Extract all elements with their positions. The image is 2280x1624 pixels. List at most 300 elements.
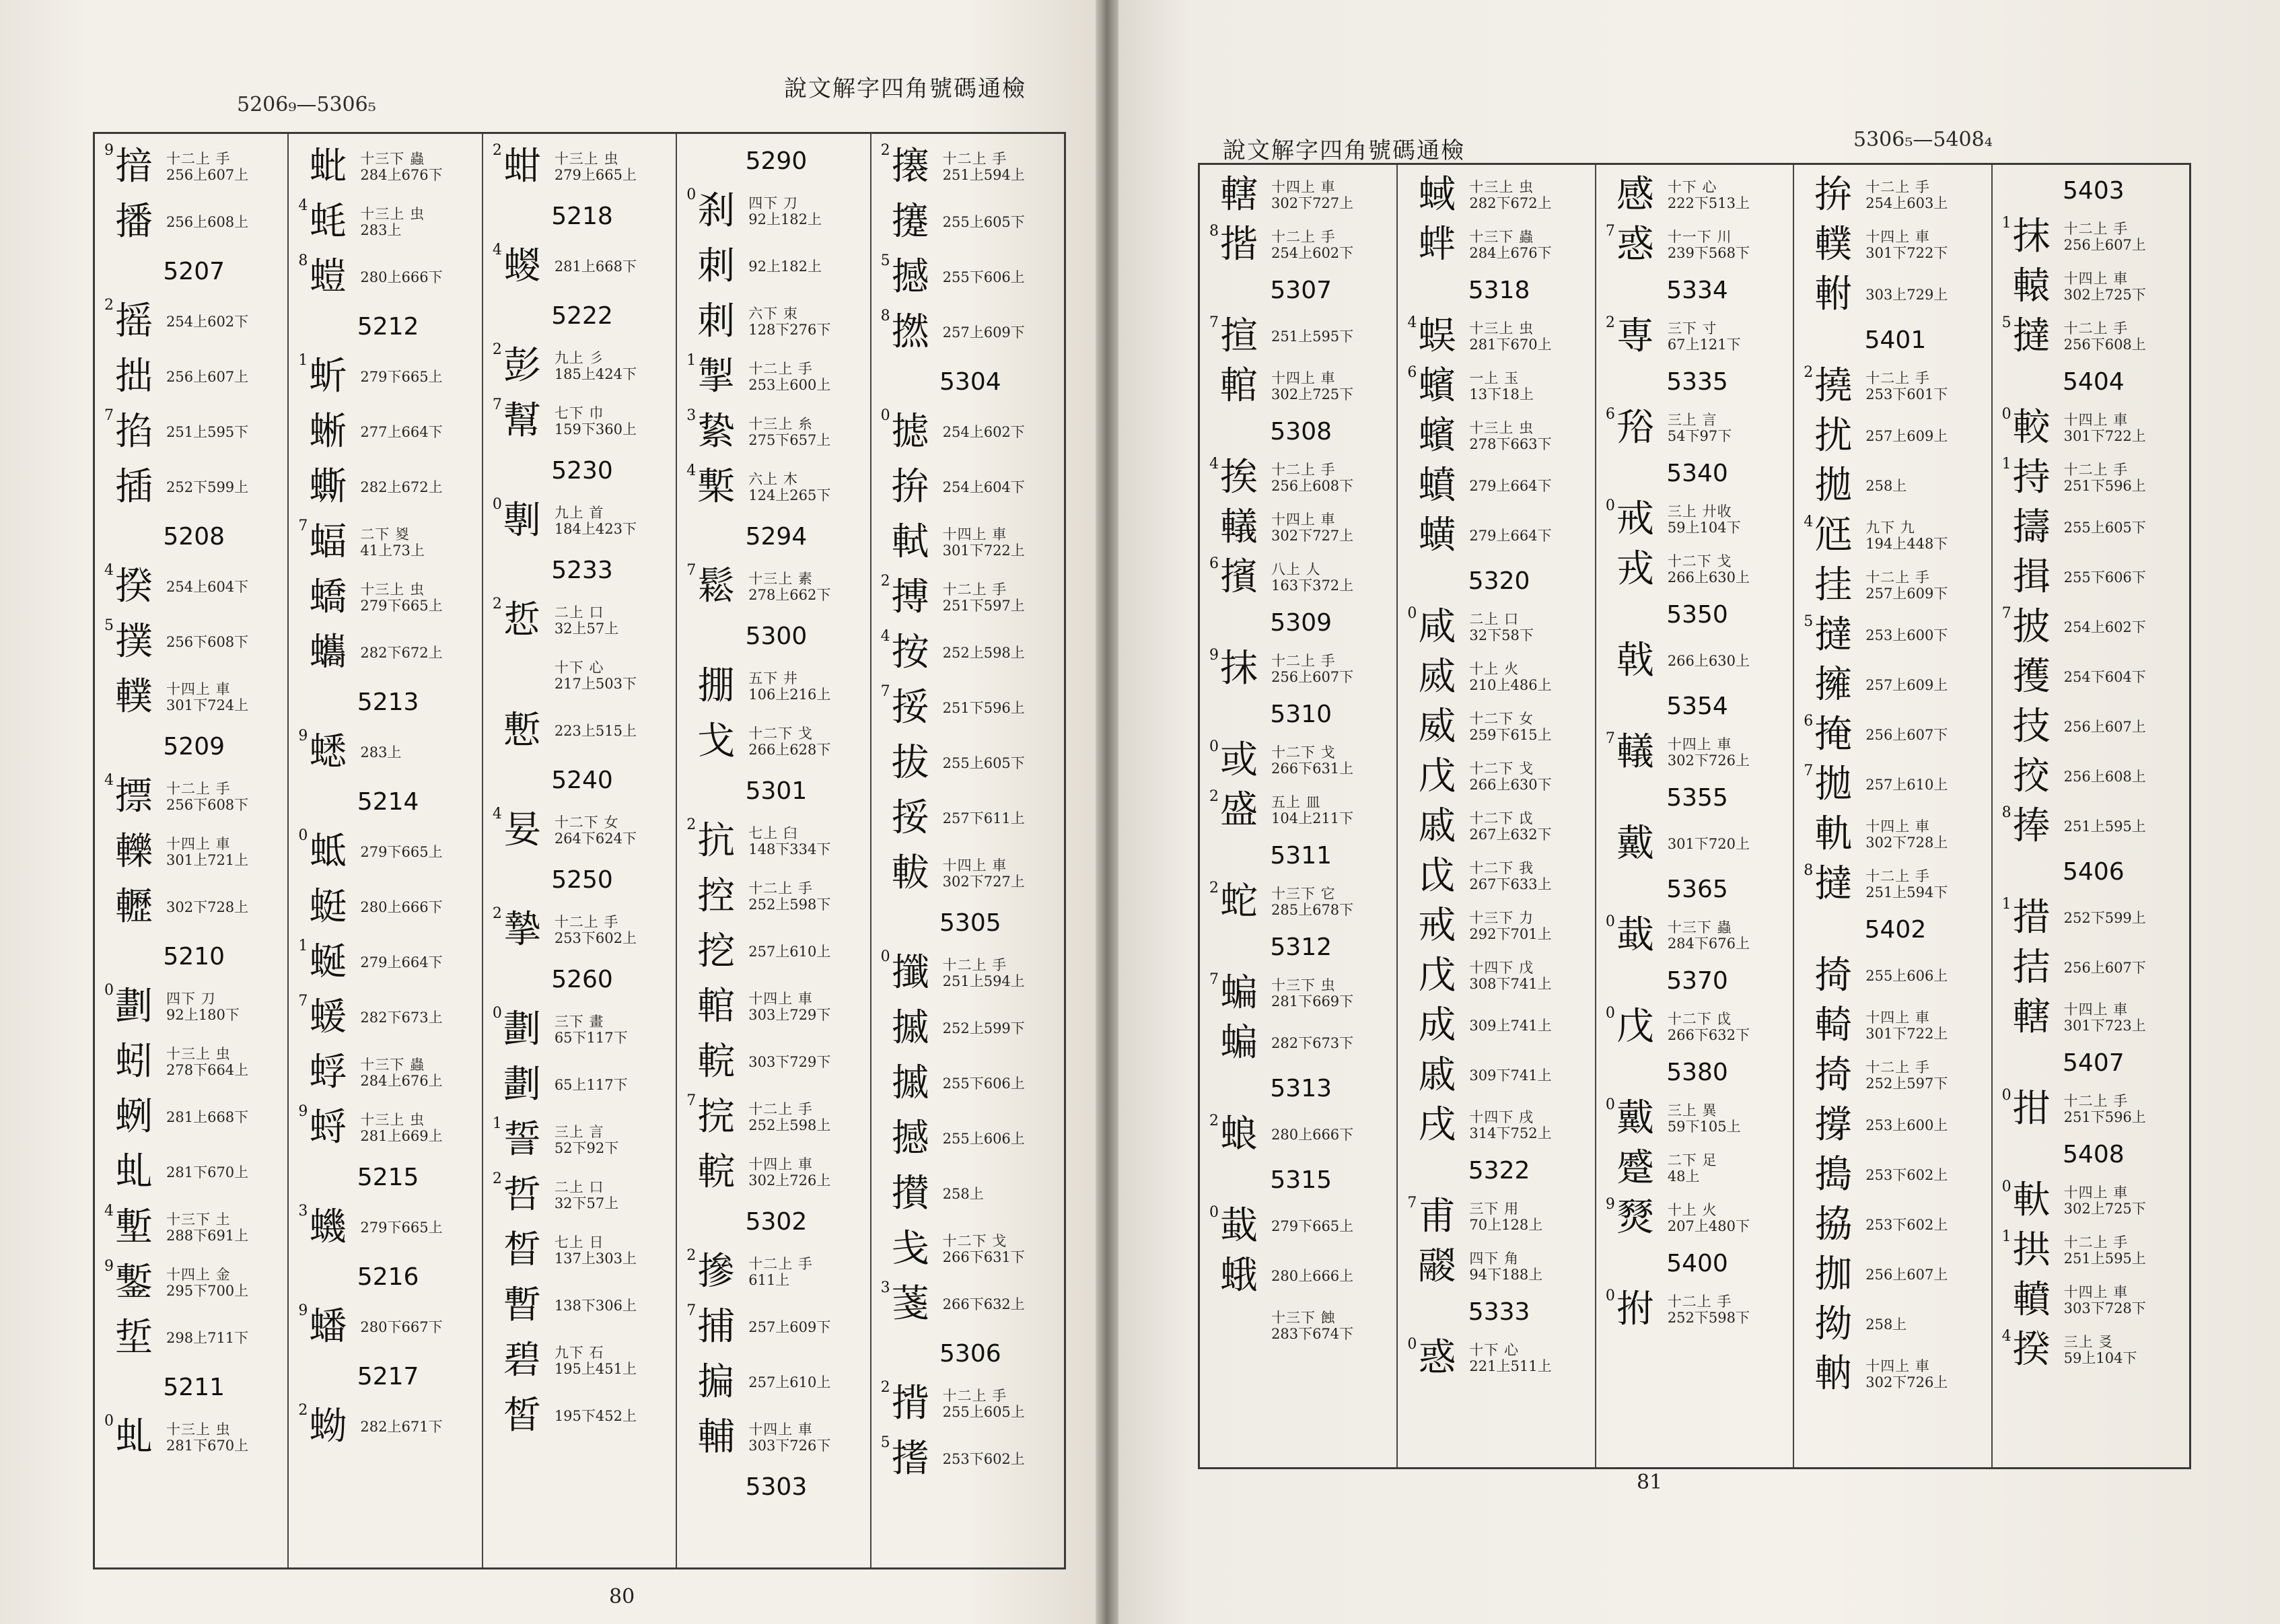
page-reference	[2064, 271, 2146, 303]
index-entry	[493, 803, 672, 858]
four-corner-code: 5315	[1270, 1166, 1332, 1194]
index-entry	[1804, 511, 1987, 561]
radical-section: 十二上 手	[2063, 220, 2129, 237]
radical-section: 十三上 虫	[166, 1421, 231, 1438]
page-numbers: 278下663下	[1469, 436, 1552, 452]
page-reference	[1668, 1102, 1741, 1135]
index-entry	[881, 1001, 1060, 1056]
index-entry	[1407, 851, 1590, 901]
headword-character: 挖	[697, 929, 736, 973]
page-numbers: 258上	[1865, 1316, 1907, 1333]
index-entry	[1804, 1250, 1987, 1300]
index-entry	[1606, 636, 1789, 686]
page-numbers: 255上606上	[1865, 967, 1948, 984]
radical-section: 九上 首	[554, 504, 604, 521]
page-numbers: 148下334下	[748, 841, 831, 857]
headword-character: 揹	[891, 1382, 929, 1425]
corner-digit: 2	[1209, 880, 1219, 896]
page-numbers: 302下726上	[1667, 752, 1750, 769]
page-reference	[748, 571, 830, 603]
index-entry	[104, 1255, 283, 1310]
radical-section: 十二上 手	[942, 150, 1007, 167]
page-reference	[943, 214, 1025, 230]
corner-digit: 5	[880, 252, 890, 269]
page-numbers: 221上511上	[1469, 1358, 1552, 1374]
index-column	[677, 134, 871, 1567]
page-numbers: 252上599下	[942, 1020, 1025, 1036]
page-reference	[2064, 1001, 2146, 1034]
radical-section: 四下 刀	[166, 990, 216, 1007]
four-corner-code: 5211	[163, 1374, 225, 1401]
page-numbers: 279上664下	[360, 954, 443, 970]
index-entry	[298, 824, 477, 880]
page-numbers: 303上729上	[1865, 286, 1948, 303]
headword-character: 摵	[891, 1061, 929, 1105]
headword-character: 輐	[697, 1150, 736, 1194]
corner-digit: 7	[2001, 605, 2011, 622]
index-entry	[493, 139, 672, 195]
page-numbers: 266上630上	[1667, 569, 1750, 586]
corner-digit: 8	[298, 252, 308, 269]
corner-digit: 7	[686, 562, 697, 579]
headword-character: 技	[2012, 705, 2051, 748]
page-reference	[748, 991, 830, 1023]
page-reference	[1271, 744, 1353, 777]
corner-digit: 8	[1209, 223, 1219, 240]
page-reference	[1271, 179, 1353, 211]
page-numbers: 251下596上	[942, 699, 1025, 716]
corner-digit: 0	[880, 948, 890, 965]
page-reference	[166, 369, 248, 385]
page-numbers: 52下92下	[554, 1140, 619, 1156]
index-entry	[493, 394, 672, 449]
radical-section: 三下 用	[1469, 1200, 1520, 1217]
index-entry	[1407, 1100, 1590, 1150]
headword-character: 蟋	[309, 730, 347, 774]
radical-section: 十四下 戊	[1469, 959, 1534, 976]
page-numbers: 257上610上	[748, 1374, 831, 1390]
page-numbers: 284下676上	[1667, 935, 1750, 952]
page-reference	[943, 269, 1025, 285]
page-numbers: 266下631下	[942, 1249, 1025, 1265]
page-numbers: 275下657上	[748, 432, 831, 448]
index-entry	[104, 824, 283, 880]
index-entry	[1804, 660, 1987, 710]
corner-digit: 6	[1804, 713, 1814, 730]
corner-digit: 3	[880, 1279, 890, 1296]
index-entry	[1209, 877, 1392, 927]
index-entry	[686, 1300, 865, 1355]
index-entry	[298, 570, 477, 625]
index-entry	[1804, 1150, 1987, 1200]
page-reference	[555, 1077, 628, 1093]
index-entry	[104, 460, 283, 515]
corner-digit: 2	[492, 905, 502, 922]
radical-section: 三上 㕛	[2063, 1333, 2114, 1350]
corner-digit: 1	[298, 938, 308, 954]
page-reference	[2064, 619, 2146, 635]
page-numbers: 67上121下	[1667, 337, 1741, 353]
page-reference	[1469, 229, 1551, 261]
page-numbers: 253上600上	[748, 377, 831, 393]
headword-character: 蠙	[1418, 364, 1456, 408]
page-numbers: 282下673下	[1271, 1034, 1354, 1051]
index-entry	[1407, 170, 1590, 220]
page-reference	[2064, 1284, 2146, 1316]
index-entry	[2002, 262, 2185, 312]
page-reference	[1469, 711, 1551, 743]
index-entry	[686, 1090, 865, 1145]
headword-character: 挼	[891, 686, 929, 730]
index-entry	[881, 791, 1060, 846]
page-numbers: 301上721上	[166, 852, 249, 868]
headword-character: 持	[2012, 456, 2051, 499]
page-reference	[1668, 736, 1750, 769]
index-entry	[493, 1223, 672, 1278]
radical-section: 十二上 手	[942, 581, 1007, 598]
page-reference	[748, 1421, 830, 1454]
index-entry	[1407, 1242, 1590, 1292]
page-numbers: 251下597上	[942, 598, 1025, 614]
page-numbers: 254上602下	[1271, 245, 1354, 261]
index-entry	[104, 880, 283, 935]
page-numbers: 251下596上	[2063, 478, 2146, 494]
page-reference	[1668, 1202, 1750, 1234]
radical-section: 十四上 金	[166, 1266, 231, 1283]
index-entry	[1606, 1285, 1789, 1335]
four-corner-code: 5222	[551, 302, 613, 330]
index-entry	[2002, 1226, 2185, 1275]
headword-character: 塹	[115, 1205, 153, 1249]
page-numbers: 184上423下	[554, 521, 637, 537]
page-numbers: 279下665上	[360, 843, 443, 860]
page-reference	[555, 1124, 618, 1156]
headword-character: 扰	[1814, 414, 1853, 458]
headword-character: 輐	[697, 1040, 736, 1084]
page-numbers: 59下105上	[1667, 1119, 1741, 1135]
page-reference	[1469, 810, 1551, 843]
page-reference	[166, 899, 248, 915]
page-reference	[943, 1296, 1025, 1312]
radical-section: 十三上 虫	[166, 1045, 231, 1062]
headword-character: 拊	[1616, 1287, 1654, 1331]
page-numbers: 266下632上	[942, 1296, 1025, 1312]
four-corner-code: 5208	[163, 523, 225, 551]
headword-character: 戎	[1616, 547, 1654, 591]
page-numbers: 302下726上	[1865, 1374, 1948, 1390]
headword-character: 戊	[1616, 1005, 1654, 1049]
page-reference	[1469, 761, 1551, 793]
page-numbers: 309下741上	[1469, 1067, 1552, 1084]
page-reference	[360, 206, 425, 238]
headword-character: 刹	[697, 189, 736, 233]
index-entry	[1606, 728, 1789, 777]
page-numbers: 257上609下	[748, 1318, 831, 1335]
page-numbers: 255上606上	[942, 1130, 1025, 1147]
corner-digit: 9	[104, 1258, 114, 1275]
page-reference	[748, 880, 830, 913]
index-entry	[493, 1278, 672, 1333]
index-entry	[493, 1002, 672, 1057]
index-entry	[1209, 1251, 1392, 1301]
index-entry	[298, 195, 477, 250]
page-reference	[1469, 1342, 1551, 1374]
page-reference	[555, 151, 637, 183]
corner-digit: 7	[1605, 223, 1615, 240]
headword-character: 蝠	[309, 520, 347, 564]
page-reference	[748, 471, 830, 503]
headword-character: 轅	[2012, 264, 2051, 308]
four-corner-code: 5306	[939, 1340, 1001, 1368]
headword-character: 虬	[115, 1415, 153, 1459]
index-column	[483, 134, 677, 1567]
corner-digit: 0	[104, 1413, 114, 1429]
index-entry	[1407, 752, 1590, 802]
headword-character: 劃	[503, 1063, 541, 1106]
four-corner-code: 5230	[551, 457, 613, 485]
index-entry	[686, 1410, 865, 1465]
corner-digit: 0	[880, 407, 890, 424]
page-reference	[748, 416, 830, 448]
page-numbers: 255下606上	[942, 269, 1025, 285]
radical-section: 十四上 車	[2063, 1184, 2129, 1201]
page-numbers: 59上104下	[1667, 520, 1741, 536]
page-numbers: 254上602下	[166, 313, 249, 330]
page-numbers: 256上607上	[1865, 1266, 1948, 1283]
page-reference	[943, 1131, 1025, 1147]
page-reference	[360, 645, 442, 661]
headword-character: 轙	[1220, 505, 1258, 549]
index-entry	[493, 239, 672, 294]
headword-character: 蟦	[1418, 464, 1456, 507]
radical-section: 一上 玉	[1469, 369, 1520, 386]
radical-section: 十二下 我	[1469, 859, 1534, 876]
four-corner-code: 5216	[357, 1263, 419, 1291]
four-corner-code: 5260	[551, 966, 613, 993]
page-reference	[1865, 569, 1948, 602]
headword-character: 哲	[503, 1173, 541, 1217]
corner-digit: 4	[686, 462, 697, 479]
four-corner-code: 5403	[2063, 177, 2125, 205]
page-numbers: 301下722上	[942, 542, 1025, 559]
page-reference	[2064, 412, 2146, 444]
index-entry	[1407, 361, 1590, 411]
page-reference	[1271, 462, 1353, 494]
page-reference	[360, 424, 442, 440]
index-entry	[686, 294, 865, 349]
page-reference	[1469, 320, 1551, 353]
headword-character: 撻	[1814, 613, 1853, 657]
headword-character: 蛓	[1616, 913, 1654, 957]
page-numbers: 251上595下	[166, 423, 249, 440]
headword-character: 蠙	[1418, 414, 1456, 458]
headword-character: 蛚	[115, 1095, 153, 1139]
radical-section: 三下 畫	[554, 1013, 604, 1030]
radical-section: 六上 木	[748, 470, 798, 487]
page-reference	[1865, 1117, 1948, 1133]
page-reference	[166, 1046, 248, 1078]
page-numbers: 257上609下	[1865, 586, 1948, 602]
page-reference	[1865, 1167, 1948, 1183]
index-entry	[298, 990, 477, 1045]
headword-character: 攅	[891, 1172, 929, 1215]
headword-character: 揆	[2012, 1328, 2051, 1372]
page-numbers: 48上	[1667, 1168, 1700, 1185]
headword-character: 剸	[503, 499, 541, 542]
headword-character: 摽	[115, 775, 153, 818]
index-entry	[1407, 312, 1590, 361]
index-entry	[1209, 736, 1392, 785]
index-entry	[104, 1200, 283, 1255]
page-numbers: 195上451上	[554, 1361, 637, 1377]
index-entry	[1606, 911, 1789, 960]
page-reference	[1271, 977, 1353, 1010]
page-numbers: 282下672上	[1469, 195, 1552, 211]
page-reference	[360, 1220, 442, 1236]
index-entry	[298, 625, 477, 680]
radical-section: 十上 火	[1469, 660, 1520, 677]
headword-character: 搗	[1814, 1153, 1853, 1197]
four-corner-code: 5310	[1270, 701, 1332, 728]
headword-character: 揙	[697, 1360, 736, 1404]
radical-section: 十二下 戈	[1667, 553, 1732, 569]
page-reference	[748, 825, 830, 857]
radical-section: 十四上 車	[1865, 1009, 1930, 1026]
page-reference	[555, 1014, 628, 1046]
index-entry	[1407, 1333, 1590, 1383]
page-numbers: 281上668下	[554, 258, 637, 275]
headword-character: 撻	[1814, 862, 1853, 906]
page-reference	[1469, 611, 1533, 643]
radical-section: 十二上 手	[2063, 461, 2129, 478]
page-numbers: 256下608下	[166, 633, 249, 650]
corner-digit: 2	[1209, 788, 1219, 805]
page-numbers: 253下602上	[942, 1450, 1025, 1467]
index-entry	[881, 1111, 1060, 1166]
page-numbers: 298上711下	[166, 1329, 249, 1346]
radical-section: 十四下 戌	[1469, 1108, 1534, 1125]
headword-character: 撻	[2012, 314, 2051, 358]
corner-digit: 2	[880, 1379, 890, 1396]
page-numbers: 251上595下	[1271, 328, 1354, 345]
headword-character: 撼	[891, 1117, 929, 1160]
index-entry	[1407, 461, 1590, 511]
corner-digit: 0	[492, 496, 502, 513]
page-reference	[943, 1075, 1025, 1092]
headword-character: 蜋	[1220, 1113, 1258, 1156]
radical-section: 十二上 手	[2063, 1092, 2129, 1109]
page-numbers: 281上669上	[360, 1128, 443, 1144]
headword-character: 彭	[503, 344, 541, 388]
page-numbers: 259下615上	[1469, 727, 1552, 743]
radical-section: 十二上 手	[1271, 652, 1336, 669]
page-numbers: 65下117下	[554, 1030, 628, 1046]
page-reference	[2064, 520, 2146, 536]
page-numbers: 251下596上	[2063, 1109, 2146, 1125]
headword-character: 埑	[115, 1316, 153, 1360]
headword-character: 挼	[891, 796, 929, 840]
headword-character: 戚	[1418, 804, 1456, 848]
page-numbers: 195下452上	[554, 1407, 637, 1424]
page-reference	[943, 581, 1025, 614]
index-entry	[1804, 270, 1987, 320]
index-entry	[881, 1166, 1060, 1222]
page-numbers: 256上607上	[2063, 718, 2146, 735]
page-reference	[1469, 528, 1551, 544]
headword-character: 摯	[503, 908, 541, 952]
radical-section: 四下 角	[1469, 1250, 1520, 1267]
page-reference	[1865, 287, 1948, 303]
page-reference	[943, 755, 1025, 771]
page-reference	[748, 258, 822, 275]
four-corner-code: 5401	[1864, 326, 1927, 354]
page-numbers: 281下670上	[1469, 337, 1552, 353]
index-entry	[1209, 1110, 1392, 1160]
page-reference	[1668, 179, 1750, 211]
page-numbers: 124上265下	[748, 487, 831, 503]
headword-character: 播	[115, 200, 153, 244]
headword-character: 蝙	[1220, 971, 1258, 1015]
page-numbers: 252下599上	[166, 479, 249, 495]
index-entry	[2002, 893, 2185, 943]
corner-digit: 4	[1407, 314, 1417, 331]
page-reference	[943, 479, 1025, 495]
page-reference	[748, 306, 830, 338]
page-numbers: 223上515上	[554, 722, 637, 739]
four-corner-code: 5380	[1666, 1059, 1728, 1086]
headword-character: 蝯	[309, 995, 347, 1039]
page-reference	[1271, 1127, 1353, 1143]
page-numbers: 279下665上	[1271, 1217, 1354, 1234]
index-entry	[493, 1113, 672, 1168]
index-entry	[2002, 702, 2185, 752]
headword-character: 蟠	[309, 1305, 347, 1349]
index-entry	[1407, 901, 1590, 951]
four-corner-code: 5313	[1270, 1075, 1332, 1102]
radical-section: 二下 㚇	[360, 526, 411, 542]
index-entry	[1407, 511, 1590, 561]
corner-digit: 2	[686, 1247, 697, 1264]
page-reference	[1865, 370, 1948, 402]
index-entry	[104, 349, 283, 404]
page-reference	[555, 914, 637, 946]
headword-character: 誓	[503, 1118, 541, 1162]
page-numbers: 301下722上	[1865, 1026, 1948, 1042]
headword-character: 轙	[1616, 730, 1654, 774]
radical-section: 十二下 戈	[1469, 760, 1534, 777]
index-entry	[881, 305, 1060, 360]
corner-digit: 9	[298, 1302, 308, 1319]
page-numbers: 255下606上	[942, 1075, 1025, 1092]
radical-section: 十上 火	[1667, 1201, 1717, 1218]
page-numbers: 301下723上	[2063, 1018, 2146, 1034]
page-reference	[2064, 1234, 2146, 1267]
page-reference	[555, 660, 637, 692]
index-entry	[1407, 220, 1590, 270]
page-reference	[748, 1319, 830, 1335]
headword-character: 蚓	[115, 1040, 153, 1084]
corner-digit: 5	[880, 1434, 890, 1451]
page-reference	[1668, 412, 1732, 444]
index-entry	[881, 570, 1060, 625]
page-reference	[360, 844, 442, 860]
four-corner-code: 5240	[551, 767, 613, 794]
radical-section: 十三下 虫	[1271, 977, 1336, 993]
page-reference	[1271, 229, 1353, 261]
headword-character: 撼	[891, 255, 929, 299]
page-numbers: 283上	[360, 744, 402, 761]
index-entry	[1804, 561, 1987, 610]
